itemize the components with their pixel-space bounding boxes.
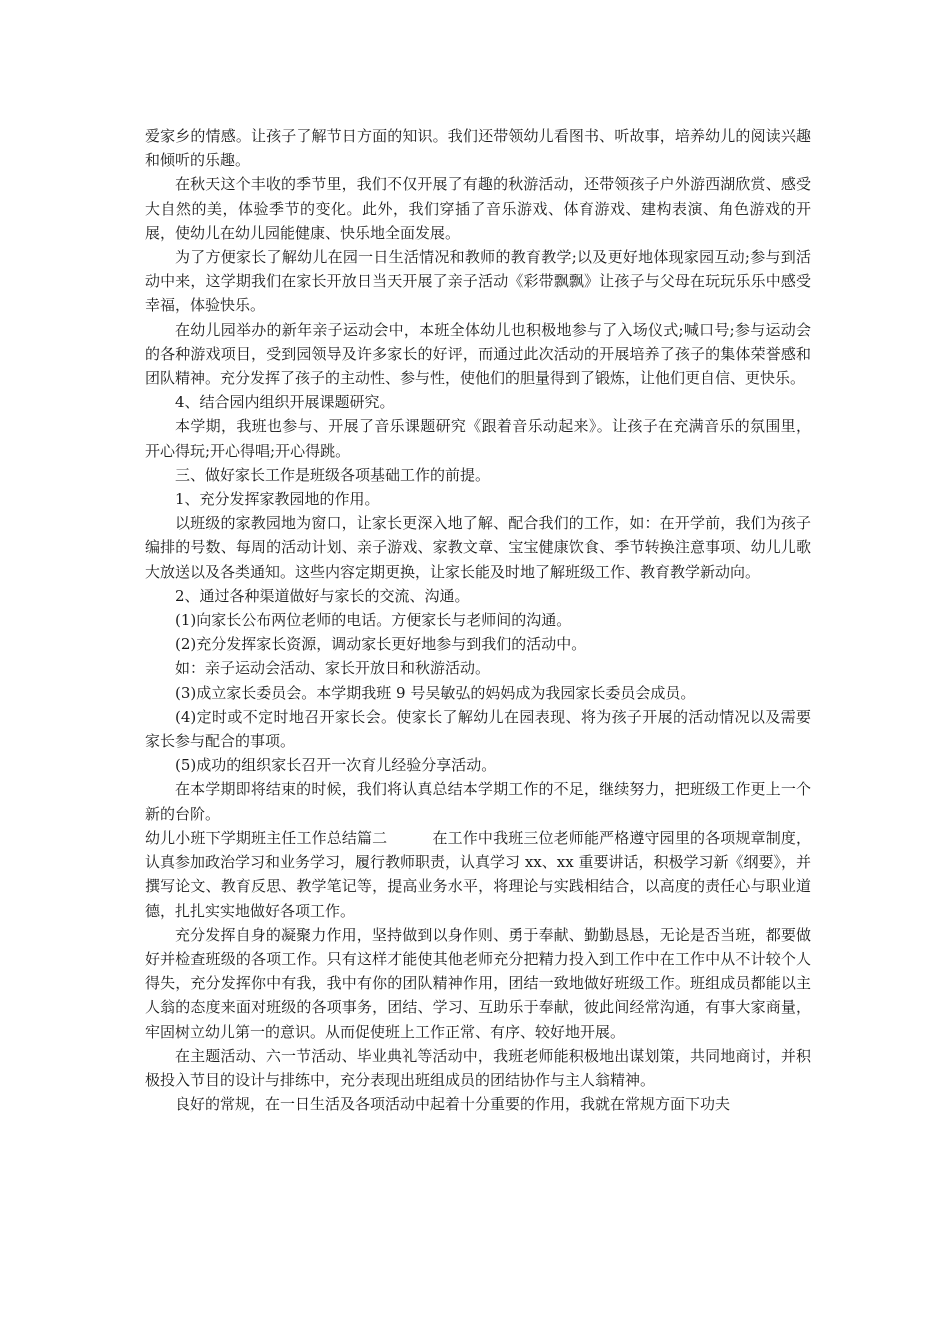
numbered-heading: 4、结合园内组织开展课题研究。 <box>175 393 395 412</box>
paragraph: 以班级的家教园地为窗口，让家长更深入地了解、配合我们的工作，如：在开学前，我们为孩子编排的号数、每周的活动计划、亲子游戏、家教文章、宝宝健康饮食、季节转换注意事项、幼儿儿歌大放送以及各类通知。这些内容定期更换，让家长能及时地了解班级工作、教育教学新动向。 <box>145 514 811 581</box>
section-intro: 在工作中我班三位老师能严格遵守园里的各项规章制度，认真参加政治学习和业务学习，履行教师职责，认真学习 xx、xx 重要讲话，积极学习新《纲要》，并撰写论文、教育反思、教学笔记等，提高业务水平，将理论与实践相结合，以高度的责任心与职业道德，扎扎实实地做好各项工作。 <box>145 828 811 920</box>
list-item: (1)向家长公布两位老师的电话。方便家长与老师间的沟通。 <box>175 611 572 630</box>
paragraph: 良好的常规，在一日生活及各项活动中起着十分重要的作用，我就在常规方面下功夫 <box>175 1095 731 1114</box>
numbered-heading: 2、通过各种渠道做好与家长的交流、沟通。 <box>175 586 470 605</box>
section-title: 幼儿小班下学期班主任工作总结篇二 <box>145 828 388 847</box>
paragraph: 为了方便家长了解幼儿在园一日生活情况和教师的教育教学;以及更好地体现家园互动;参与到活动中来，这学期我们在家长开放日当天开展了亲子活动《彩带飘飘》让孩子与父母在玩玩乐乐中感受幸福，体验快乐。 <box>145 248 811 315</box>
list-item: (4)定时或不定时地召开家长会。使家长了解幼儿在园表现、将为孩子开展的活动情况以及需要家长参与配合的事项。 <box>145 707 811 751</box>
list-item: 如：亲子运动会活动、家长开放日和秋游活动。 <box>175 659 491 678</box>
section-intro-paragraph <box>145 826 811 923</box>
paragraph: 充分发挥自身的凝聚力作用，坚持做到以身作则、勇于奉献、勤勤恳恳，无论是否当班，都要做好并检查班级的各项工作。只有这样才能使其他老师充分把精力投入到工作中在工作中从不计较个人得失，充分发挥你中有我，我中有你的团队精神作用，团结一致地做好班级工作。班组成员都能以主人翁的态度来面对班级的各项事务，团结、学习、互助乐于奉献，彼此间经常沟通，有事大家商量，牢固树立幼儿第一的意识。从而促使班上工作正常、有序、较好地开展。 <box>145 925 811 1041</box>
paragraph: 在本学期即将结束的时候，我们将认真总结本学期工作的不足，继续努力，把班级工作更上一个新的台阶。 <box>145 780 811 823</box>
document-page <box>145 124 811 1116</box>
numbered-heading: 1、充分发挥家教园地的作用。 <box>175 490 380 509</box>
paragraph: 在秋天这个丰收的季节里，我们不仅开展了有趣的秋游活动，还带领孩子户外游西湖欣赏、感受大自然的美，体验季节的变化。此外，我们穿插了音乐游戏、体育游戏、建构表演、角色游戏的开展，使幼儿在幼儿园能健康、快乐地全面发展。 <box>145 175 811 242</box>
section-heading: 三、做好家长工作是班级各项基础工作的前提。 <box>175 465 491 484</box>
paragraph: 本学期，我班也参与、开展了音乐课题研究《跟着音乐动起来》。让孩子在充满音乐的氛围里，开心得玩;开心得唱;开心得跳。 <box>145 417 811 460</box>
paragraph: 在幼儿园举办的新年亲子运动会中，本班全体幼儿也积极地参与了入场仪式;喊口号;参与运动会的各种游戏项目，受到园领导及许多家长的好评，而通过此次活动的开展培养了孩子的集体荣誉感和团队精神。充分发挥了孩子的主动性、参与性，使他们的胆量得到了锻炼，让他们更自信、更快乐。 <box>145 320 811 388</box>
list-item: (5)成功的组织家长召开一次育儿经验分享活动。 <box>175 756 497 775</box>
paragraph: 在主题活动、六一节活动、毕业典礼等活动中，我班老师能积极地出谋划策，共同地商讨，并积极投入节目的设计与排练中，充分表现出班组成员的团结协作与主人翁精神。 <box>145 1046 811 1089</box>
list-item: (2)充分发挥家长资源，调动家长更好地参与到我们的活动中。 <box>175 635 587 654</box>
list-item: (3)成立家长委员会。本学期我班 9 号吴敏弘的妈妈成为我园家长委员会成员。 <box>175 683 696 702</box>
paragraph: 爱家乡的情感。让孩子了解节日方面的知识。我们还带领幼儿看图书、听故事，培养幼儿的阅读兴趣和倾听的乐趣。 <box>145 127 811 170</box>
